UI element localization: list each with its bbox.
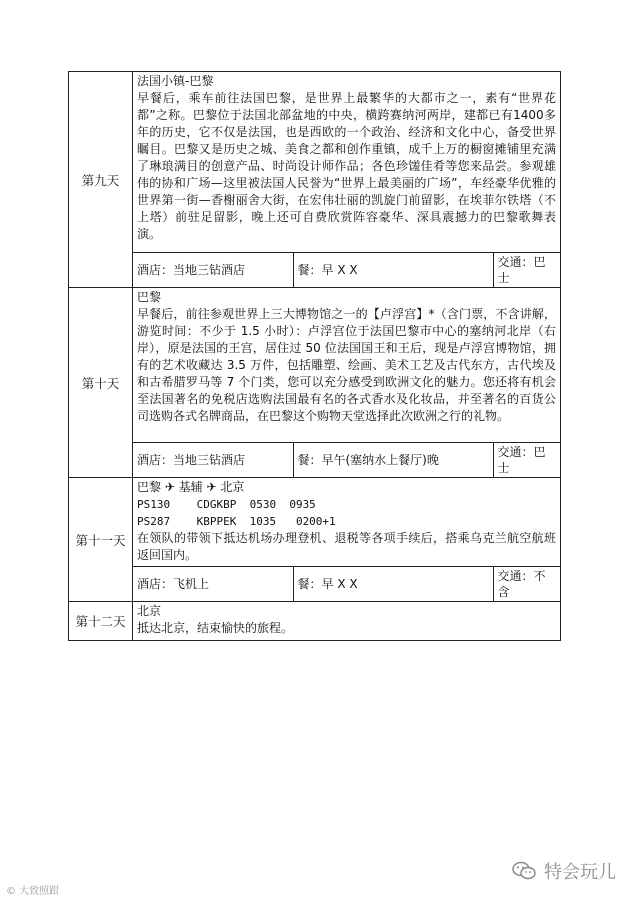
day-description: 在领队的带领下抵达机场办理登机、退税等各项手续后，搭乘乌克兰航空航班返回国内。: [137, 531, 556, 562]
wechat-icon: [512, 861, 536, 881]
day-row: [69, 72, 561, 288]
day-content: [133, 602, 561, 641]
day-label: 第十一天: [69, 478, 133, 602]
day-title: 法国小镇-巴黎: [137, 74, 214, 88]
itinerary-table: [68, 71, 561, 641]
day-info-row: [133, 252, 560, 287]
day-title: 巴黎: [137, 290, 162, 304]
day-content: [133, 288, 561, 478]
day-info-row: [133, 442, 560, 477]
meal-info: 餐：早 X X: [293, 253, 493, 288]
day-content: [133, 478, 561, 602]
day-content: [133, 72, 561, 288]
hotel-info: 酒店：当地三钻酒店: [133, 253, 293, 288]
flight-line: PS287 KBPPEK 1035 0200+1: [137, 515, 336, 528]
transport-info: 交通：不含: [493, 567, 560, 602]
day-info-row: [133, 566, 560, 601]
day-title: 巴黎 ✈ 基辅 ✈ 北京: [137, 480, 245, 494]
transport-info: 交通：巴士: [493, 253, 560, 288]
hotel-info: 酒店：飞机上: [133, 567, 293, 602]
day-row: [69, 288, 561, 478]
day-description: 早餐后，前往参观世界上三大博物馆之一的【卢浮宫】*（含门票，不含讲解，游览时间：不少于 1.5 小时）：卢浮宫位于法国巴黎市中心的塞纳河北岸（右岸），原是法国的王宫，居住过 50 位法国国王和王后，现是卢浮宫博物馆，拥有的艺术收藏达 3.5 万件，包括雕塑、绘画、美术工艺及古代东方，古代埃及和古希腊罗马等 7 个门类，您可以充分感受到欧洲文化的魅力。您还将有机会至法国著名的免税店选购法国最有名的各式香水及化妆品，并至著名的百货公司选购各式名牌商品，在巴黎这个购物天堂选择此次欧洲之行的礼物。: [137, 307, 556, 423]
day-label: 第十二天: [69, 602, 133, 641]
day-row: [69, 602, 561, 641]
day-description: 抵达北京，结束愉快的旅程。: [137, 621, 294, 635]
watermark-left: © 大致照跟: [6, 886, 60, 897]
day-title: 北京: [137, 604, 162, 618]
watermark-right-text: 特会玩儿: [544, 862, 616, 883]
day-row: [69, 478, 561, 602]
watermark-right: [512, 858, 616, 884]
hotel-info: 酒店：当地三钻酒店: [133, 443, 293, 478]
meal-info: 餐：早 X X: [293, 567, 493, 602]
day-label: 第十天: [69, 288, 133, 478]
day-description: 早餐后，乘车前往法国巴黎，是世界上最繁华的大都市之一，素有“世界花都”之称。巴黎位于法国北部盆地的中央，横跨赛纳河两岸，建都已有1400多年的历史，它不仅是法国，也是西欧的一个政治、经济和文化中心，备受世界瞩目。巴黎又是历史之城、美食之都和创作重镇，成千上万的橱窗摊铺里充满了琳琅满目的创意产品、时尚设计师作品；各色珍馐佳肴等您来品尝。参观雄伟的协和广场—这里被法国人民誉为“世界上最美丽的广场”，车经豪华优雅的世界第一街—香榭丽舍大街，在宏伟壮丽的凯旋门前留影，在埃菲尔铁塔（不上塔）前驻足留影，晚上还可自费欣赏阵容豪华、深具震撼力的巴黎歌舞表演。: [137, 91, 556, 241]
flight-line: PS130 CDGKBP 0530 0935: [137, 498, 316, 511]
transport-info: 交通：巴士: [493, 443, 560, 478]
day-label: 第九天: [69, 72, 133, 288]
meal-info: 餐：早午(塞纳水上餐厅)晚: [293, 443, 493, 478]
